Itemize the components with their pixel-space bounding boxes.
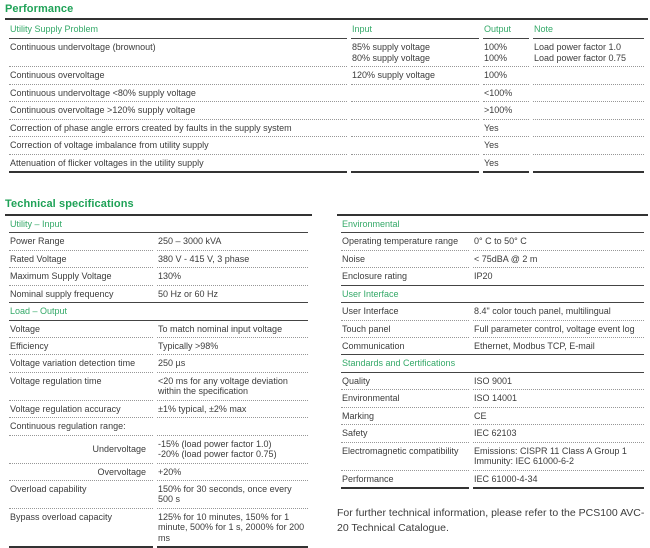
spec-label: Overvoltage [9, 464, 153, 481]
performance-row [9, 85, 644, 102]
spec-value: 380 V - 415 V, 3 phase [157, 251, 308, 268]
section-header-label: Standards and Certifications [341, 354, 644, 372]
spec-row [341, 338, 644, 354]
spec-row [9, 321, 308, 338]
spec-label: Operating temperature range [341, 233, 469, 250]
perf-cell-note [533, 137, 644, 154]
specs-right-table [337, 214, 648, 489]
spec-row [9, 464, 308, 481]
spec-row [341, 303, 644, 320]
spec-label: Overload capability [9, 481, 153, 509]
spec-value: CE [473, 408, 644, 425]
spec-value: 125% for 10 minutes, 150% for 1 minute, 500% for 1 s, 2000% for 200 ms [157, 509, 308, 548]
spec-value: ISO 9001 [473, 373, 644, 390]
performance-row [9, 102, 644, 119]
spec-label: Quality [341, 373, 469, 390]
perf-cell-output: Yes [483, 137, 529, 154]
perf-cell-input [351, 137, 479, 154]
perf-cell-problem: Continuous undervoltage <80% supply voltage [9, 85, 347, 102]
col-header-input: Input [351, 20, 479, 39]
performance-row [9, 137, 644, 154]
spec-row [9, 373, 308, 401]
perf-cell-problem: Correction of phase angle errors created by faults in the supply system [9, 120, 347, 137]
perf-cell-note [533, 155, 644, 173]
spec-label: Noise [341, 251, 469, 268]
spec-label: Rated Voltage [9, 251, 153, 268]
spec-label: User Interface [341, 303, 469, 320]
section-header-row [341, 285, 644, 303]
section-header-label: Environmental [341, 216, 644, 233]
spec-label: Bypass overload capacity [9, 509, 153, 548]
perf-cell-problem: Correction of voltage imbalance from utility supply [9, 137, 347, 154]
perf-cell-input [351, 85, 479, 102]
section-header-row [341, 354, 644, 372]
spec-label: Safety [341, 425, 469, 442]
spec-row [341, 233, 644, 250]
spec-row [9, 338, 308, 355]
spec-label: Enclosure rating [342, 271, 408, 282]
spec-value: 130% [157, 268, 308, 285]
spec-row [9, 233, 308, 250]
perf-cell-output: Yes [483, 155, 529, 173]
perf-cell-problem: Continuous undervoltage (brownout) [9, 39, 347, 67]
spec-row [9, 436, 308, 464]
perf-cell-note: Load power factor 1.0 Load power factor 0.75 [533, 39, 644, 67]
perf-cell-input: 85% supply voltage 80% supply voltage [351, 39, 479, 67]
specs-left-body [9, 216, 308, 548]
perf-cell-input [351, 120, 479, 137]
section-header-label: User Interface [341, 285, 644, 303]
perf-cell-note [533, 120, 644, 137]
perf-cell-problem: Continuous overvoltage >120% supply voltage [9, 102, 347, 119]
spec-value: Ethernet, Modbus TCP, E-mail [474, 341, 595, 351]
spec-label: Environmental [341, 390, 469, 407]
spec-label: Voltage [9, 321, 153, 338]
section-header-row [9, 302, 308, 320]
spec-row [9, 268, 308, 285]
spec-label: Touch panel [341, 321, 469, 338]
perf-cell-output: Yes [483, 120, 529, 137]
spec-row [341, 425, 644, 442]
performance-row [9, 67, 644, 84]
perf-cell-problem: Attenuation of flicker voltages in the utility supply [9, 155, 347, 173]
perf-cell-note [533, 102, 644, 119]
spec-value: IEC 61000-4-34 [473, 471, 644, 489]
spec-value: <20 ms for any voltage deviation within the specification [157, 373, 308, 401]
specs-title: Technical specifications [5, 197, 134, 210]
spec-row [9, 286, 308, 302]
spec-value: 250 µs [157, 355, 308, 372]
spec-value: IP20 [474, 271, 493, 282]
spec-label: Electromagnetic compatibility [341, 443, 469, 471]
spec-value: 250 – 3000 kVA [157, 233, 308, 250]
spec-label: Continuous regulation range: [9, 418, 153, 435]
spec-value: ISO 14001 [473, 390, 644, 407]
perf-cell-note [533, 67, 644, 84]
spec-label: Voltage regulation time [9, 373, 153, 401]
spec-row [341, 321, 644, 338]
spec-label: Voltage variation detection time [9, 355, 153, 372]
spec-row [341, 251, 644, 268]
spec-label: Efficiency [9, 338, 153, 355]
spec-label: Marking [341, 408, 469, 425]
spec-value: 0° C to 50° C [473, 233, 644, 250]
spec-value: 8.4" color touch panel, multilingual [473, 303, 644, 320]
perf-cell-problem: Continuous overvoltage [9, 67, 347, 84]
section-header-label: Utility – Input [9, 216, 308, 233]
perf-cell-output: 100% 100% [483, 39, 529, 67]
spec-label: Maximum Supply Voltage [9, 268, 153, 285]
spec-row [341, 408, 644, 425]
spec-label: Nominal supply frequency [10, 288, 114, 299]
spec-label: Communication [342, 341, 405, 351]
spec-label: Performance [341, 471, 469, 489]
performance-row [9, 155, 644, 173]
perf-cell-output: >100% [483, 102, 529, 119]
spec-value: ±1% typical, ±2% max [157, 401, 308, 418]
section-header-row [9, 216, 308, 233]
spec-value: Full parameter control, voltage event log [473, 321, 644, 338]
spec-row [341, 390, 644, 407]
perf-cell-note [533, 85, 644, 102]
spec-value: To match nominal input voltage [157, 321, 308, 338]
specs-right-column [337, 214, 648, 536]
spec-label: Undervoltage [9, 436, 153, 464]
perf-cell-output: <100% [483, 85, 529, 102]
spec-row [341, 373, 644, 390]
spec-value: 50 Hz or 60 Hz [158, 288, 219, 299]
spec-value: Emissions: CISPR 11 Class A Group 1 Immunity: IEC 61000-6-2 [473, 443, 644, 471]
performance-row [9, 120, 644, 137]
spec-row [9, 251, 308, 268]
spec-row [9, 418, 308, 435]
spec-row [9, 355, 308, 372]
spec-label: Voltage regulation accuracy [9, 401, 153, 418]
performance-table-body [9, 39, 644, 173]
spec-row [9, 481, 308, 509]
spec-value [157, 418, 308, 435]
performance-table [5, 18, 648, 173]
spec-label: Power Range [9, 233, 153, 250]
spec-value: -15% (load power factor 1.0) -20% (load power factor 0.75) [157, 436, 308, 464]
specs-columns [5, 214, 648, 548]
perf-cell-input [351, 155, 479, 173]
specs-left-table [5, 214, 312, 548]
col-header-output: Output [483, 20, 529, 39]
spec-row [341, 443, 644, 471]
col-header-utility-supply-problem: Utility Supply Problem [9, 20, 347, 39]
col-header-note: Note [533, 20, 644, 39]
perf-cell-input [351, 102, 479, 119]
spec-row [341, 471, 644, 489]
spec-value: +20% [157, 464, 308, 481]
performance-row [9, 39, 644, 67]
spec-row [9, 509, 308, 548]
perf-cell-output: 100% [483, 67, 529, 84]
specs-right-body [341, 216, 644, 489]
footer-note: For further technical information, please refer to the PCS100 AVC-20 Technical Catalogue. [337, 506, 645, 535]
spec-value: < 75dBA @ 2 m [473, 251, 644, 268]
perf-cell-input: 120% supply voltage [351, 67, 479, 84]
section-header-row [341, 216, 644, 233]
spec-value: 150% for 30 seconds, once every 500 s [157, 481, 308, 509]
spec-row [341, 268, 644, 284]
spec-row [9, 401, 308, 418]
performance-title: Performance [5, 3, 74, 15]
performance-header-row [9, 20, 644, 39]
section-header-label: Load – Output [9, 302, 308, 320]
spec-value: Typically >98% [157, 338, 308, 355]
spec-value: IEC 62103 [473, 425, 644, 442]
performance-section [5, 3, 648, 173]
